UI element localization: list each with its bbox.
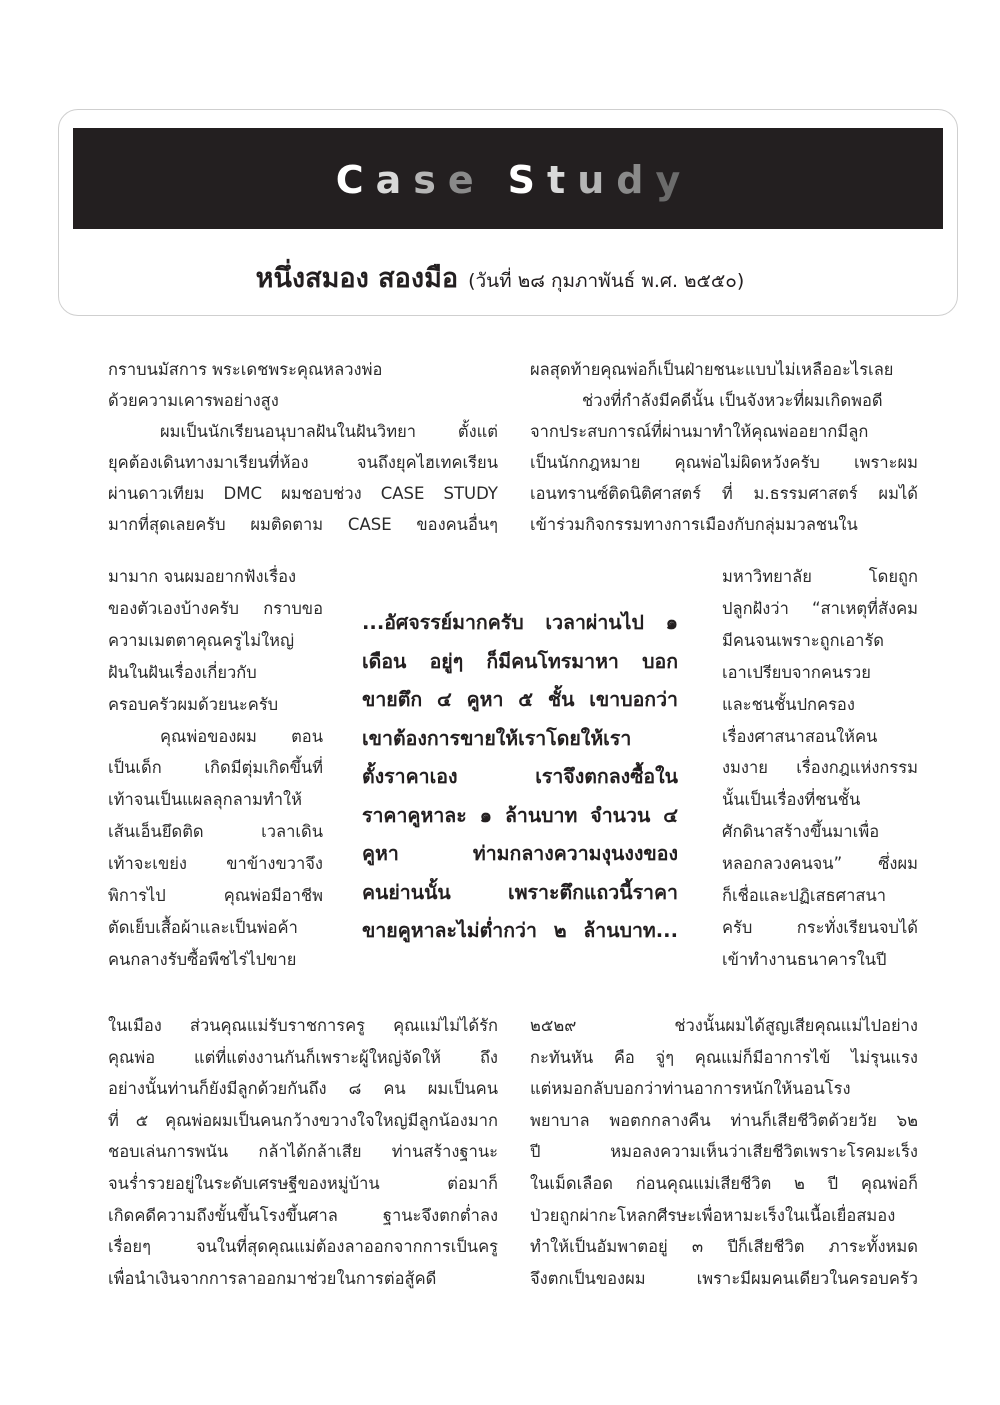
text-line: มามาก จนผมอยากฟังเรื่อง [108, 567, 297, 586]
text-line: เป็นเด็ก เกิดมีตุ่มเกิดขึ้นที่ [108, 758, 323, 778]
pull-quote [362, 604, 678, 951]
quote-line: ขายตึก ๔ คูหา ๕ ชั้น เขาบอกว่า [362, 688, 678, 711]
text-line: เป็นนักกฎหมาย คุณพ่อไม่ผิดหวังครับ เพราะผม [530, 453, 918, 473]
text-line: ก็เชื่อและปฏิเสธศาสนา [722, 886, 887, 906]
text-line: ๒๕๒๙ ช่วงนั้นผมได้สูญเสียคุณแม่ไปอย่าง [530, 1016, 918, 1035]
text-line: จนร่ำรวยอยู่ในระดับเศรษฐีของหมู่บ้าน ต่อมาก็ [108, 1173, 498, 1193]
text-line: ทำให้เป็นอัมพาตอยู่ ๓ ปีก็เสียชีวิต ภาระทั้งหมด [530, 1237, 918, 1257]
quote-line: ...อัศจรรย์มากครับ เวลาผ่านไป ๑ [362, 611, 678, 634]
text-line: ฝันในฝันเรื่องเกี่ยวกับ [108, 662, 257, 682]
text-line: มีคนจนเพราะถูกเอารัด [722, 630, 885, 650]
text-line: ความเมตตาคุณครูไม่ใหญ่ [108, 630, 295, 650]
text-line: เท้าจะเขย่ง ขาข้างขวาจึง [108, 854, 323, 874]
quote-line: เดือน อยู่ๆ ก็มีคนโทรมาหา บอก [362, 649, 678, 673]
text-line: เพื่อนำเงินจากการลาออกมาช่วยในการต่อสู้คดี [108, 1268, 437, 1288]
text-line: เอนทรานซ์ติดนิติศาสตร์ ที่ ม.ธรรมศาสตร์ ผมได้ [530, 484, 918, 504]
text-line: พิการไป คุณพ่อมีอาชีพ [108, 886, 323, 906]
text-line: ผมเป็นนักเรียนอนุบาลฝันในฝันวิทยา ตั้งแต่ [160, 422, 498, 442]
text-line: เกิดคดีความถึงขั้นขึ้นโรงขึ้นศาล ฐานะจึงตกต่ำลง [108, 1205, 498, 1225]
quote-line: คนย่านนั้น เพราะตึกแถวนี้ราคา [362, 880, 678, 904]
title-letter: C [335, 158, 364, 202]
text-line: เอาเปรียบจากคนรวย [722, 662, 871, 682]
text-line: เส้นเอ็นยึดติด เวลาเดิน [108, 822, 323, 842]
right-top-block [530, 354, 918, 541]
text-line: ที่ ๕ คุณพ่อผมเป็นคนกว้างขวางใจใหญ่มีลูกน้องมาก [108, 1110, 498, 1130]
title-letter: u [577, 158, 605, 202]
text-line: นั้นเป็นเรื่องที่ชนชั้น [722, 790, 861, 810]
text-line: เท้าจนเป็นแผลลุกลามทำให้ [108, 790, 302, 810]
text-line: กะทันหัน คือ จู่ๆ คุณแม่ก็มีอาการไข้ ไม่รุนแรง [530, 1047, 918, 1067]
text-line: จากประสบการณ์ที่ผ่านมาทำให้คุณพ่ออยากมีลูก [530, 422, 869, 442]
text-line: งมงาย เรื่องกฎแห่งกรรม [722, 758, 918, 778]
text-line: เรื่อยๆ จนในที่สุดคุณแม่ต้องลาออกจากการเป็นครู [108, 1237, 498, 1257]
title-letter: e [447, 158, 474, 202]
text-line: ในเมือง ส่วนคุณแม่รับราชการครู คุณแม่ไม่ได้รัก [108, 1016, 498, 1035]
text-line: ปลูกฝังว่า “สาเหตุที่สังคม [722, 598, 918, 618]
quote-line: ขายคูหาละไม่ต่ำกว่า ๒ ล้านบาท... [362, 919, 678, 942]
text-line: เข้าทำงานธนาคารในปี [722, 949, 887, 969]
text-line: คุณพ่อของผม ตอน [160, 726, 323, 746]
title-letter: d [616, 158, 644, 202]
text-line: แต่หมอกลับบอกว่าท่านอาการหนักให้นอนโรง [530, 1079, 851, 1099]
text-line: มากที่สุดเลยครับ ผมติดตาม CASE ของคนอื่นๆ [108, 515, 498, 535]
quote-line: ราคาคูหาละ ๑ ล้านบาท จำนวน ๔ [362, 803, 678, 827]
text-line: ด้วยความเคารพอย่างสูง [108, 391, 279, 411]
quote-line: ตั้งราคาเอง เราจึงตกลงซื้อใน [362, 765, 678, 788]
text-line: ตัดเย็บเสื้อผ้าและเป็นพ่อค้า [108, 917, 298, 937]
text-line: จึงตกเป็นของผม เพราะมีผมคนเดียวในครอบครัว [530, 1268, 918, 1288]
text-line: ปี หมอลงความเห็นว่าเสียชีวิตเพราะโรคมะเร็ง [530, 1142, 918, 1162]
text-line: ครับ กระทั่งเรียนจบได้ [722, 917, 918, 937]
title-letter: s [413, 158, 436, 202]
text-line: ผลสุดท้ายคุณพ่อก็เป็นฝ่ายชนะแบบไม่เหลืออะไรเลย [530, 360, 894, 379]
title-letter: y [655, 158, 681, 202]
text-line: พยาบาล พอตกกลางคืน ท่านก็เสียชีวิตด้วยวัย ๖๒ [530, 1110, 918, 1130]
right-narrow-block [722, 561, 918, 976]
text-line: ป่วยถูกผ่ากะโหลกศีรษะเพื่อหามะเร็งในเนื้อเยื่อสมอง [530, 1205, 896, 1225]
case-study-banner [73, 128, 943, 229]
text-line: ชอบเล่นการพนัน กล้าได้กล้าเสีย ท่านสร้างฐานะ [108, 1142, 498, 1162]
text-line: มหาวิทยาลัย โดยถูก [722, 567, 918, 586]
text-line: เรื่องศาสนาสอนให้คน [722, 726, 878, 746]
title-letter: t [547, 158, 566, 202]
text-line: เข้าร่วมกิจกรรมทางการเมืองกับกลุ่มมวลชนใน [530, 515, 858, 535]
text-line: กราบนมัสการ พระเดชพระคุณหลวงพ่อ [108, 360, 383, 379]
text-line: และชนชั้นปกครอง [722, 694, 855, 714]
text-line: ศักดินาสร้างขึ้นมาเพื่อ [722, 822, 880, 842]
text-line: ในเม็ดเลือด ก่อนคุณแม่เสียชีวิต ๒ ปี คุณพ่อก็ [530, 1173, 918, 1193]
text-line: อย่างนั้นท่านก็ยังมีลูกด้วยกันถึง ๘ คน ผมเป็นคน [108, 1079, 498, 1099]
quote-line: เขาต้องการขายให้เราโดยให้เรา [362, 726, 632, 750]
left-narrow-block [108, 561, 323, 976]
text-line: คนกลางรับซื้อพืชไร่ไปขาย [108, 949, 297, 969]
text-line: ช่วงที่กำลังมีคดีนั้น เป็นจังหวะที่ผมเกิดพอดี [582, 391, 883, 411]
title-letter: a [375, 158, 402, 202]
text-line: ผ่านดาวเทียม DMC ผมชอบช่วง CASE STUDY [108, 484, 498, 504]
title-text: หนึ่งสมอง สองมือ [255, 263, 459, 294]
text-line: ของตัวเองบ้างครับ กราบขอ [108, 598, 323, 618]
quote-line: คูหา ท่ามกลางความงุนงงของ [362, 842, 678, 865]
title-date: (วันที่ ๒๘ กุมภาพันธ์ พ.ศ. ๒๕๕๐) [468, 270, 745, 292]
text-line: หลอกลวงคนจน” ซึ่งผม [722, 854, 918, 874]
left-bottom-block [108, 1010, 498, 1294]
title-letter: S [507, 158, 536, 202]
text-line: ยุคต้องเดินทางมาเรียนที่ห้อง จนถึงยุคไฮเทคเรียน [108, 453, 498, 473]
text-line: คุณพ่อ แต่ที่แต่งงานกันก็เพราะผู้ใหญ่จัดให้ ถึง [108, 1047, 498, 1067]
left-top-block [108, 354, 498, 541]
right-bottom-block [530, 1010, 918, 1294]
article-title [0, 256, 1000, 299]
banner-title [330, 158, 687, 202]
text-line: ครอบครัวผมด้วยนะครับ [108, 694, 279, 714]
